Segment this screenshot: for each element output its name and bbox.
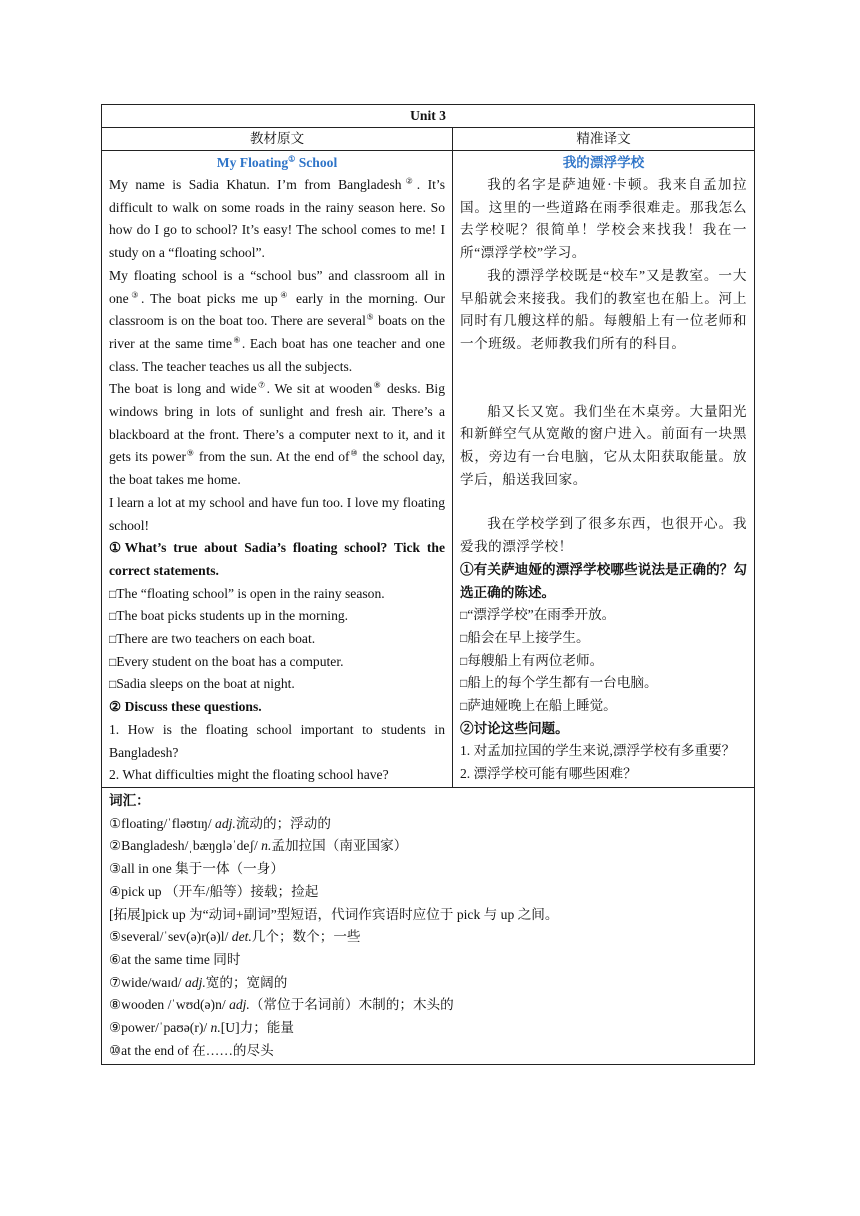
passage-title-main: My Floating [216,155,289,170]
spacer [460,356,747,401]
header-original: 教材原文 [102,128,453,151]
checkbox-icon[interactable]: □ [109,677,117,692]
translation-title: 我的漂浮学校 [562,155,645,170]
statement-list [109,583,445,697]
footnote-mark: ⑩ [349,448,359,458]
vocabulary-text: ④pick up （开车/船等）接载；捡起 [109,883,319,899]
checkbox-icon[interactable]: □ [109,632,117,647]
vocabulary-text: ②Bangladesh/ˌbæŋɡləˈdeʃ/ [109,838,262,854]
vocabulary-item [109,949,747,972]
vocabulary-cell [102,787,755,1064]
vocabulary-item [109,813,747,836]
translation-paragraph-4: 我在学校学到了很多东西，也很开心。我爱我的漂浮学校！ [460,516,748,555]
statement-text: “漂浮学校”在雨季开放。 [467,607,616,623]
footnote-mark: ③ [128,289,142,299]
statement-item [109,605,445,628]
vocabulary-item [109,972,747,995]
text-run: desks. Big windows bring in lots of sunlight and fresh air. There’s a blackboard at the front. There’s a computer next to it, and it gets its power [109,381,446,465]
vocabulary-item [109,835,747,858]
statement-item [109,673,445,696]
vocabulary-text: ⑤several/ˈsev(ə)r(ə)l/ [109,929,232,945]
vocabulary-text: 孟加拉国（南亚国家） [271,838,408,854]
statement-text: There are two teachers on each boat. [116,631,316,647]
checkbox-icon[interactable]: □ [460,699,468,714]
translation-question-1: ①有关萨迪娅的漂浮学校哪些说法是正确的？勾选正确的陈述。 [460,561,748,600]
vocabulary-item [109,1040,747,1063]
checkbox-icon[interactable]: □ [460,630,468,645]
footnote-mark: ⑧ [372,380,383,390]
footnote-mark: ⑦ [256,380,267,390]
vocabulary-text: （常位于名词前）木制的；木头的 [249,997,454,1013]
statement-item [460,695,747,718]
unit-table [101,104,755,1065]
statement-text: 船上的每个学生都有一台电脑。 [467,675,658,691]
statement-text: Sadia sleeps on the boat at night. [116,676,295,692]
vocabulary-text: ③all in one 集于一体（一身） [109,861,284,877]
statement-text: 萨迪娅晚上在船上睡觉。 [467,698,617,714]
text-run: the school day, the boat takes me home. [109,449,446,488]
footnote-mark: ⑨ [186,448,195,458]
statement-text: 船会在早上接学生。 [467,629,590,645]
footnote-mark: ① [288,154,296,164]
translation-paragraph-2: 我的漂浮学校既是“校车”又是教室。一大早船就会来接我。我们的教室也在船上。河上同时有几艘这样的船。每艘船上有一位老师和一个班级。老师教我们所有的科目。 [460,267,748,351]
translation-discussion: 1. 对孟加拉国的学生来说,漂浮学校有多重要？ [460,743,736,759]
unit-title: Unit 3 [102,105,755,128]
original-text-cell [102,151,453,788]
footnote-mark: ⑥ [232,335,242,345]
spacer [460,491,747,513]
statement-text: The boat picks students up in the morning. [116,608,349,624]
discussion-question: 2. What difficulties might the floating school have? [109,767,389,783]
checkbox-icon[interactable]: □ [109,609,117,624]
statement-item [460,627,747,650]
vocabulary-list [109,813,747,1063]
checkbox-icon[interactable]: □ [109,654,117,669]
checkbox-icon[interactable]: □ [460,608,468,623]
footnote-mark: ⑤ [365,312,375,322]
part-of-speech: adj. [215,815,236,831]
vocabulary-item [109,858,747,881]
vocabulary-item [109,881,747,904]
vocabulary-text: ⑧wooden /ˈwʊd(ə)n/ [109,997,230,1013]
translation-statement-list [460,604,747,718]
vocabulary-text: ⑥at the same time 同时 [109,951,241,967]
statement-item [460,650,747,673]
part-of-speech: n. [261,838,272,854]
checkbox-icon[interactable]: □ [460,653,468,668]
question-1: ①What’s true about Sadia’s floating school? Tick the correct statements. [109,540,445,578]
statement-text: Every student on the boat has a computer. [116,653,344,669]
statement-text: The “floating school” is open in the rainy season. [116,585,385,601]
text-run: from the sun. At the end of [194,449,350,465]
vocabulary-item [109,994,747,1017]
header-translation: 精准译文 [453,128,755,151]
footnote-mark: ④ [277,289,291,299]
translation-cell [453,151,755,788]
vocabulary-text: ⑨power/ˈpaʊə(r)/ [109,1020,211,1036]
paragraph-1 [109,174,445,265]
question-2: ② Discuss these questions. [109,699,262,715]
vocabulary-text: 流动的；浮动的 [235,815,331,831]
vocabulary-text: ①floating/ˈfləʊtɪŋ/ [109,815,216,831]
translation-question-2: ②讨论这些问题。 [460,720,569,736]
text-run: . We sit at wooden [266,381,373,397]
part-of-speech: adj. [185,974,206,990]
vocabulary-heading: 词汇： [109,792,150,808]
statement-item [109,651,445,674]
discussion-question: 1. How is the floating school important to students in Bangladesh? [109,721,445,760]
passage-title [109,152,445,174]
statement-item [109,583,445,606]
vocabulary-text: ⑩at the end of 在……的尽头 [109,1042,274,1058]
text-run: . Each boat has one teacher and one class. The teacher teaches us all the subjects. [109,335,445,374]
text-run: . It’s difficult to walk on some roads in the rainy season here. So how do I go to school? It’s easy! The school comes to me! I study on a “floating school”. [109,177,445,261]
vocabulary-item [109,1017,747,1040]
text-run: boats on the river at the same time [109,313,446,351]
text-run: The boat is long and wide [109,381,257,397]
paragraph-3 [109,378,445,492]
part-of-speech: adj. [229,997,250,1013]
vocabulary-text: 几个；数个；一些 [251,929,361,945]
paragraph-4: I learn a lot at my school and have fun too. I love my floating school! [109,494,445,533]
paragraph-2 [109,265,445,379]
text-run: early in the morning. Our classroom is on the boat too. There are several [109,290,446,329]
statement-item [460,672,747,695]
translation-paragraph-3: 船又长又宽。我们坐在木桌旁。大量阳光和新鲜空气从宽敞的窗户进入。前面有一块黑板，旁边有一台电脑，它从太阳获取能量。放学后，船送我回家。 [460,403,748,487]
checkbox-icon[interactable]: □ [460,676,468,691]
translation-paragraph-1: 我的名字是萨迪娅·卡顿。我来自孟加拉国。这里的一些道路在雨季很难走。那我怎么去学校呢？很简单！学校会来找我！我在一所“漂浮学校”学习。 [460,177,748,261]
passage-title-end: School [295,155,338,170]
vocabulary-item [109,926,747,949]
vocabulary-text: 宽的；宽阔的 [205,974,288,990]
vocabulary-item [109,904,747,927]
part-of-speech: n. [210,1020,221,1036]
vocabulary-text: ⑦wide/waɪd/ [109,974,185,990]
translation-discussion: 2. 漂浮学校可能有哪些困难？ [460,766,637,782]
vocabulary-text: [U]力；能量 [220,1020,294,1036]
text-run: . The boat picks me up [141,290,278,306]
statement-item [460,604,747,627]
vocabulary-text: [拓展]pick up 为“动词+副词”型短语，代词作宾语时应位于 pick 与 up 之间。 [109,906,559,922]
checkbox-icon[interactable]: □ [109,586,117,601]
statement-text: 每艘船上有两位老师。 [467,652,604,668]
footnote-mark: ② [401,176,417,186]
text-run: My floating school is a “school bus” and classroom all in one [109,267,445,306]
part-of-speech: det. [231,929,252,945]
statement-item [109,628,445,651]
text-run: My name is Sadia Khatun. I’m from Bangladesh [109,177,402,192]
